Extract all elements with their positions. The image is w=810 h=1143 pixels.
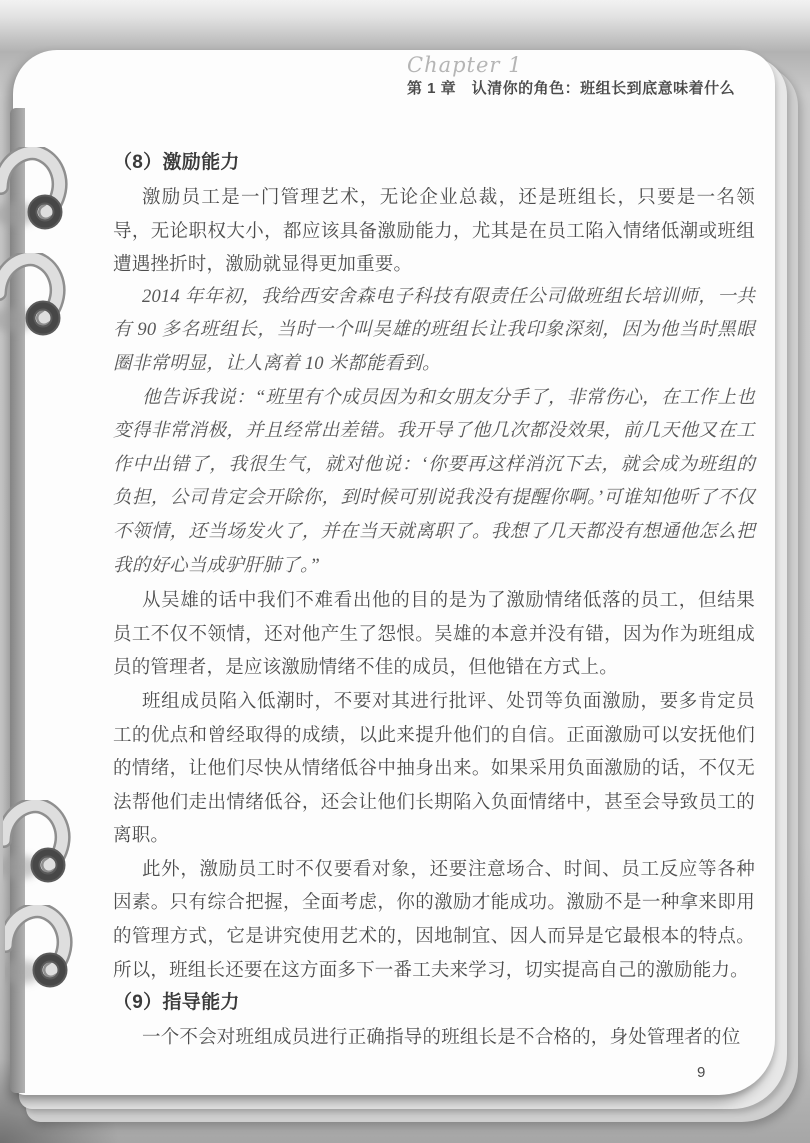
binder-ring-icon bbox=[3, 800, 73, 900]
page-number: 9 bbox=[697, 1064, 706, 1081]
chapter-title: 第 1 章 认清你的角色：班组长到底意味着什么 bbox=[407, 80, 736, 97]
body-paragraph: 班组成员陷入低潮时，不要对其进行批评、处罚等负面激励，要多肯定员工的优点和曾经取得的成绩，以此来提升他们的自信。正面激励可以安抚他们的情绪，让他们尽快从情绪低谷中抽身出来。如果采用负面激励的话，不仅无法帮他们走出情绪低谷，还会让他们长期陷入负面情绪中，甚至会导致员工的离职。 bbox=[113, 689, 755, 846]
body-paragraph: 他告诉我说：“班里有个成员因为和女朋友分手了，非常伤心，在工作上也变得非常消极，并且经常出差错。我开导了他几次都没效果，前几天他又在工作中出错了，我很生气，就对他说：‘你要再这样消沉下去，就会成为班组的负担，公司肯定会开除你，到时候可别说我没有提醒你啊。’可谁知他听了不仅不领情，还当场发火了，并在当天就离职了。我想了几天都没有想通他怎么把我的好心当成驴肝肺了。” bbox=[113, 387, 755, 576]
page-content bbox=[113, 146, 755, 1054]
body-paragraph: 激励员工是一门管理艺术，无论企业总裁，还是班组长，只要是一名领导，无论职权大小，都应该具备激励能力，尤其是在员工陷入情绪低潮或班组遭遇挫折时，激励就显得更加重要。 bbox=[113, 186, 755, 275]
chapter-script-label: Chapter 1 bbox=[407, 53, 523, 77]
body-paragraph: 从吴雄的话中我们不难看出他的目的是为了激励情绪低落的员工，但结果员工不仅不领情，还对他产生了怨恨。吴雄的本意并没有错，因为作为班组成员的管理者，是应该激励情绪不佳的成员，但他错在方式上。 bbox=[113, 589, 755, 678]
section-heading: （8）激励能力 bbox=[113, 152, 240, 173]
section-heading: （9）指导能力 bbox=[113, 992, 240, 1014]
notebook-page bbox=[13, 50, 775, 1095]
chapter-header bbox=[407, 54, 767, 98]
body-paragraph: 一个不会对班组成员进行正确指导的班组长是不合格的，身处管理者的位 bbox=[142, 1026, 741, 1048]
binder-ring-icon bbox=[0, 147, 70, 247]
body-paragraph: 2014 年年初，我给西安舍森电子科技有限责任公司做班组长培训师，一共有 90 多名班组长，当时一个叫吴雄的班组长让我印象深刻，因为他当时黑眼圈非常明显，让人离着 10 米都能看到。 bbox=[113, 286, 755, 374]
binder-ring-icon bbox=[0, 253, 68, 353]
binder-ring-icon bbox=[5, 905, 75, 1005]
body-paragraph: 此外，激励员工时不仅要看对象，还要注意场合、时间、员工反应等各种因素。只有综合把握，全面考虑，你的激励才能成功。激励不是一种拿来即用的管理方式，它是讲究使用艺术的，因地制宜、因人而异是它最根本的特点。所以，班组长还要在这方面多下一番工夫来学习，切实提高自己的激励能力。 bbox=[113, 857, 755, 980]
